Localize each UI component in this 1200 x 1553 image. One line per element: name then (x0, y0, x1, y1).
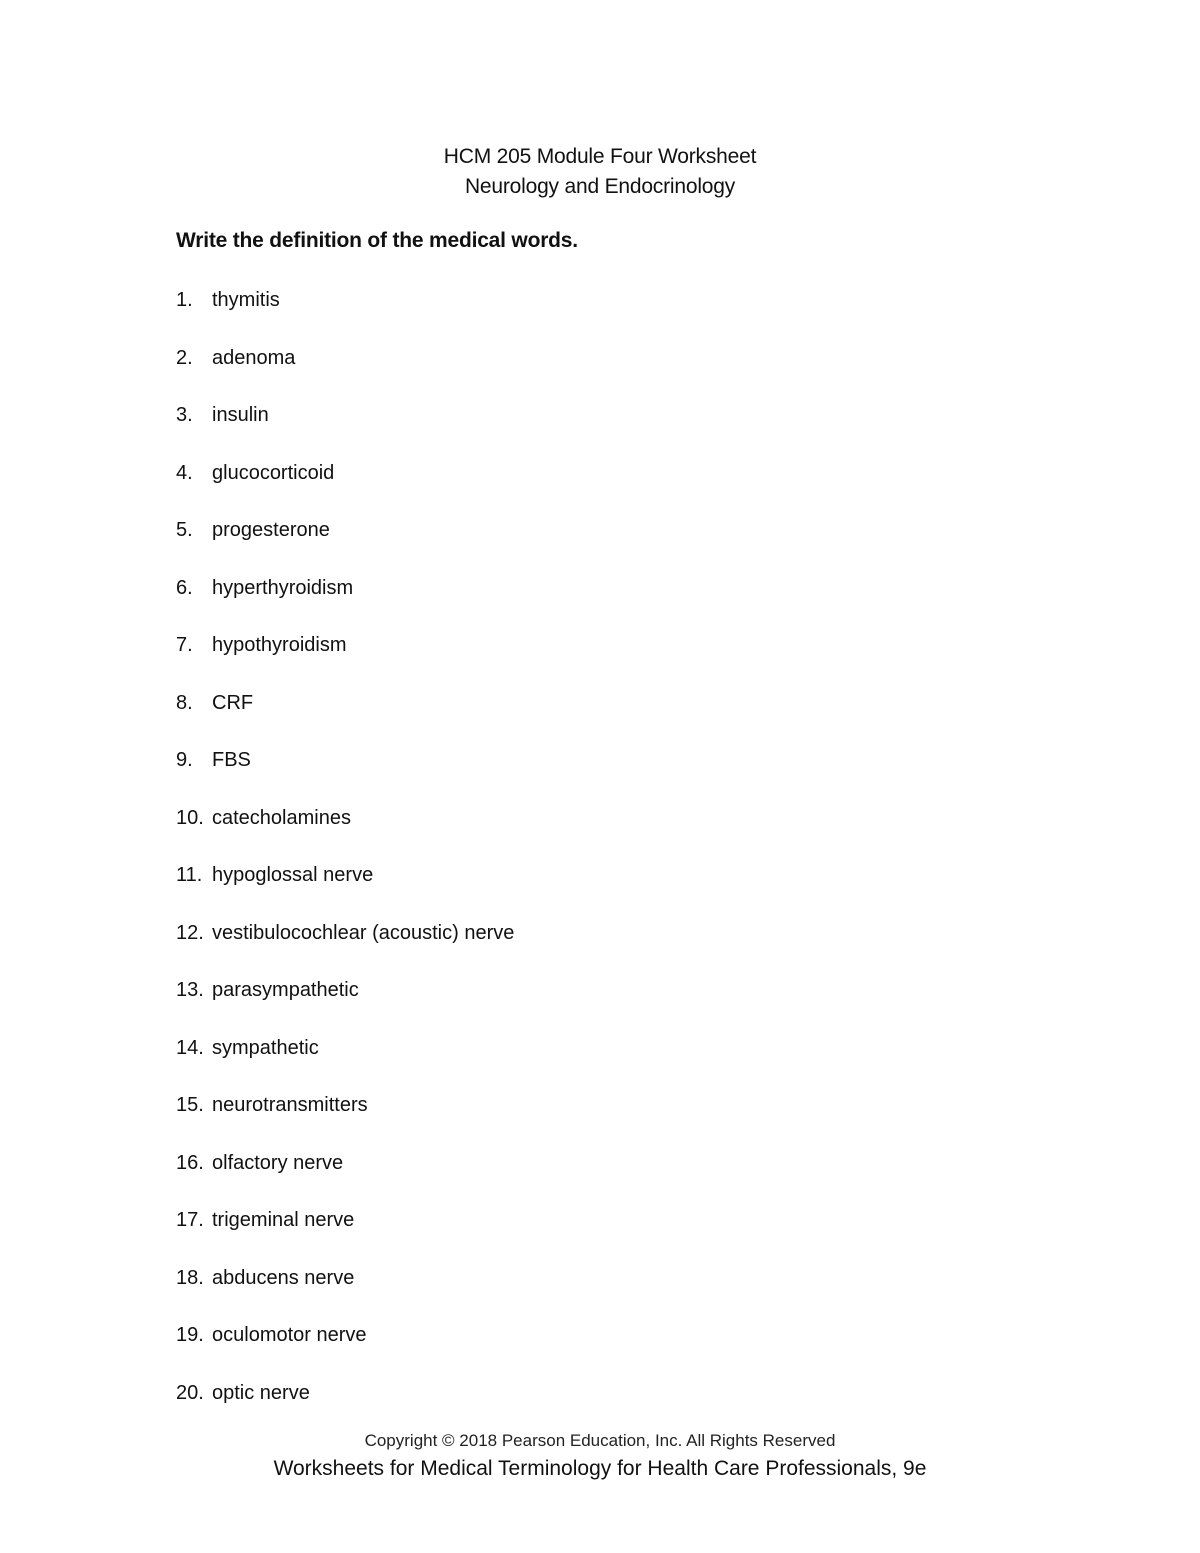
list-item (176, 345, 514, 403)
item-number: 15. (176, 1094, 204, 1116)
medical-term: abducens nerve (212, 1266, 355, 1289)
item-number: 17. (176, 1209, 204, 1231)
list-item (176, 1035, 514, 1093)
item-number: 3. (176, 404, 193, 426)
list-item (176, 805, 514, 863)
book-title-footer: Worksheets for Medical Terminology for Health Care Professionals, 9e (273, 1457, 927, 1480)
item-number: 13. (176, 979, 204, 1001)
medical-term: neurotransmitters (212, 1094, 368, 1116)
medical-term: hypothyroidism (212, 634, 347, 656)
item-number: 10. (176, 806, 204, 829)
list-item (176, 402, 514, 460)
worksheet-subtitle: Neurology and Endocrinology (464, 175, 736, 198)
list-item (176, 862, 514, 920)
list-item (176, 632, 514, 690)
medical-term: FBS (212, 749, 251, 771)
medical-term: adenoma (212, 346, 296, 369)
list-item (176, 690, 514, 748)
list-item (176, 287, 514, 345)
item-number: 7. (176, 634, 193, 656)
item-number: 2. (176, 346, 193, 369)
list-item (176, 460, 514, 518)
list-item (176, 920, 514, 978)
medical-term: catecholamines (212, 806, 351, 829)
medical-term: progesterone (212, 519, 330, 541)
item-number: 5. (176, 519, 193, 541)
item-number: 16. (176, 1151, 204, 1174)
medical-term: trigeminal nerve (212, 1209, 355, 1231)
list-item (176, 1322, 514, 1380)
item-number: 4. (176, 461, 193, 484)
medical-term: thymitis (212, 289, 280, 311)
list-item (176, 575, 514, 633)
medical-term: olfactory nerve (212, 1151, 344, 1174)
list-item (176, 1207, 514, 1265)
list-item (176, 1265, 514, 1323)
item-number: 9. (176, 749, 193, 771)
item-number: 12. (176, 921, 204, 944)
list-item (176, 747, 514, 805)
item-number: 8. (176, 691, 193, 714)
list-item (176, 1150, 514, 1208)
list-item (176, 1092, 514, 1150)
medical-term: hyperthyroidism (212, 576, 354, 599)
medical-term: CRF (212, 691, 254, 714)
instruction-heading: Write the definition of the medical words. (176, 229, 578, 252)
copyright-notice: Copyright © 2018 Pearson Education, Inc. All Rights Reserved (364, 1431, 836, 1450)
medical-term: oculomotor nerve (212, 1324, 367, 1346)
worksheet-title: HCM 205 Module Four Worksheet (443, 145, 757, 168)
item-number: 14. (176, 1036, 204, 1059)
medical-term: glucocorticoid (212, 461, 335, 484)
list-item (176, 517, 514, 575)
medical-term: parasympathetic (212, 979, 359, 1001)
item-number: 20. (176, 1381, 204, 1404)
medical-term: vestibulocochlear (acoustic) nerve (212, 921, 515, 944)
medical-term: sympathetic (212, 1036, 319, 1059)
term-list (176, 287, 514, 1437)
title-block (0, 142, 1200, 202)
item-number: 18. (176, 1266, 204, 1289)
medical-term: hypoglossal nerve (212, 864, 374, 886)
item-number: 11. (176, 864, 203, 886)
list-item (176, 1380, 514, 1438)
item-number: 19. (176, 1324, 204, 1346)
medical-term: optic nerve (212, 1381, 310, 1404)
item-number: 6. (176, 576, 193, 599)
item-number: 1. (176, 289, 193, 311)
medical-term: insulin (212, 404, 269, 426)
list-item (176, 977, 514, 1035)
